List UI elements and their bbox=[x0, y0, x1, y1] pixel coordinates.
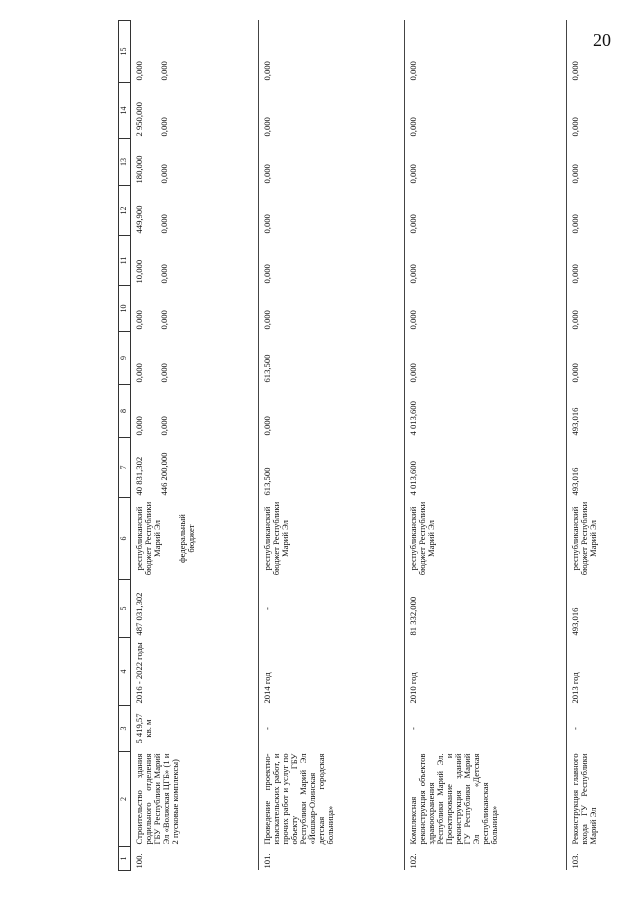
value-cell: 0,000 bbox=[570, 164, 580, 184]
funding-sources bbox=[131, 498, 259, 580]
value-cell: 0,000 bbox=[570, 214, 580, 234]
col-header-14: 14 bbox=[119, 83, 131, 139]
col-header-1: 1 bbox=[119, 847, 131, 871]
value-cell: 4 013,600 bbox=[405, 438, 567, 498]
value-cell: 0,000 bbox=[570, 117, 580, 137]
object-name: Реконструкция главного входа ГУ Республики Марий Эл bbox=[570, 753, 599, 845]
capacity: - bbox=[405, 706, 567, 752]
capacity: - bbox=[259, 706, 405, 752]
table-row bbox=[567, 21, 617, 871]
col-header-5: 5 bbox=[119, 580, 131, 638]
value-cell: 493,016 bbox=[570, 407, 580, 436]
value-cell: 613,500 bbox=[259, 438, 405, 498]
value-cell: 0,000 bbox=[259, 21, 405, 83]
funding-source-federal: федеральный бюджет bbox=[177, 514, 197, 563]
value-cell: 0,000 0,000 bbox=[131, 21, 259, 83]
value-cell: 0,000 0,000 bbox=[131, 286, 259, 332]
value-cell: 0,000 bbox=[405, 186, 567, 236]
funding-source-regional: республиканский бюджет Республики Марий Эл bbox=[259, 498, 405, 580]
capacity: - bbox=[570, 727, 580, 730]
value-cell: 4 013,600 bbox=[405, 385, 567, 438]
value-cell: 2 950,000 0,000 bbox=[131, 83, 259, 139]
value-cell: 0,000 bbox=[405, 236, 567, 286]
funding-source-regional: республиканский бюджет Республики Марий Эл bbox=[405, 498, 567, 580]
value-cell: 0,000 bbox=[570, 61, 580, 81]
col-header-8: 8 bbox=[119, 385, 131, 438]
col-header-15: 15 bbox=[119, 21, 131, 83]
funding-source-regional: республиканский бюджет Республики Марий Эл bbox=[570, 501, 599, 576]
col-header-7: 7 bbox=[119, 438, 131, 498]
value-cell: 180,000 0,000 bbox=[131, 139, 259, 186]
value-cell: 0,000 bbox=[259, 286, 405, 332]
value-cell: 0,000 bbox=[570, 310, 580, 330]
value-cell: 0,000 bbox=[570, 264, 580, 284]
value-cell: 0,000 bbox=[405, 286, 567, 332]
capacity: 5 419,57 кв. м bbox=[131, 706, 259, 752]
column-number-header-row bbox=[119, 21, 131, 871]
row-number: 102. bbox=[405, 847, 567, 871]
period: 2013 год bbox=[570, 672, 580, 704]
col-header-6: 6 bbox=[119, 498, 131, 580]
rotated-table-container bbox=[118, 21, 635, 871]
value-cell: 493,016 bbox=[570, 467, 580, 496]
total-cost: 81 332,000 bbox=[405, 580, 567, 638]
row-number: 101. bbox=[259, 847, 405, 871]
value-cell: 0,000 bbox=[405, 83, 567, 139]
period: 2016 - 2022 годы bbox=[131, 638, 259, 706]
col-header-9: 9 bbox=[119, 332, 131, 385]
value-cell: 0,000 0,000 bbox=[131, 332, 259, 385]
row-number: 100. bbox=[131, 847, 259, 871]
value-cell: 10,000 0,000 bbox=[131, 236, 259, 286]
total-cost: 487 031,302 bbox=[131, 580, 259, 638]
total-cost: - bbox=[259, 580, 405, 638]
col-header-3: 3 bbox=[119, 706, 131, 752]
col-header-13: 13 bbox=[119, 139, 131, 186]
table-row bbox=[259, 21, 405, 871]
funding-source-regional: республиканский бюджет Республики Марий Эл bbox=[134, 501, 163, 576]
total-cost: 493,016 bbox=[570, 607, 580, 636]
value-cell: 0,000 bbox=[570, 363, 580, 383]
object-name: Комплексная реконструкция объектов здравоохранения Республики Марий Эл. Проектирование и реконструкция зданий ГУ Республики Марий Эл «Детская республиканская больница» bbox=[405, 752, 567, 847]
col-header-4: 4 bbox=[119, 638, 131, 706]
object-name: Строительство здания родильного отделения ГБУ Республики Марий Эл «Волжская ЦГБ» (1 и 2 пусковые комплексы) bbox=[131, 752, 259, 847]
col-header-12: 12 bbox=[119, 186, 131, 236]
row-number: 103. bbox=[570, 853, 580, 869]
col-header-11: 11 bbox=[119, 236, 131, 286]
period: 2010 год bbox=[405, 638, 567, 706]
table-row bbox=[131, 21, 259, 871]
budget-table bbox=[118, 20, 617, 871]
value-cell: 0,000 bbox=[259, 186, 405, 236]
value-cell: 0,000 bbox=[259, 236, 405, 286]
value-cell: 0,000 bbox=[259, 139, 405, 186]
value-cell: 40 831,302 446 200,000 bbox=[131, 438, 259, 498]
value-cell: 0,000 0,000 bbox=[131, 385, 259, 438]
col-header-2: 2 bbox=[119, 752, 131, 847]
value-cell: 449,900 0,000 bbox=[131, 186, 259, 236]
page-number: 20 bbox=[593, 30, 611, 50]
value-cell: 613,500 bbox=[259, 332, 405, 385]
value-cell: 0,000 bbox=[405, 332, 567, 385]
value-cell: 0,000 bbox=[405, 21, 567, 83]
col-header-10: 10 bbox=[119, 286, 131, 332]
value-cell: 0,000 bbox=[259, 83, 405, 139]
object-name: Проведение проектно-изыскательских работ, и прочих работ и услуг по объекту ГБУ Республики Марий Эл «Йошкар-Олинская детская городская больница» bbox=[259, 752, 405, 847]
value-cell: 0,000 bbox=[405, 139, 567, 186]
table-row bbox=[405, 21, 567, 871]
period: 2014 год bbox=[259, 638, 405, 706]
value-cell: 0,000 bbox=[259, 385, 405, 438]
